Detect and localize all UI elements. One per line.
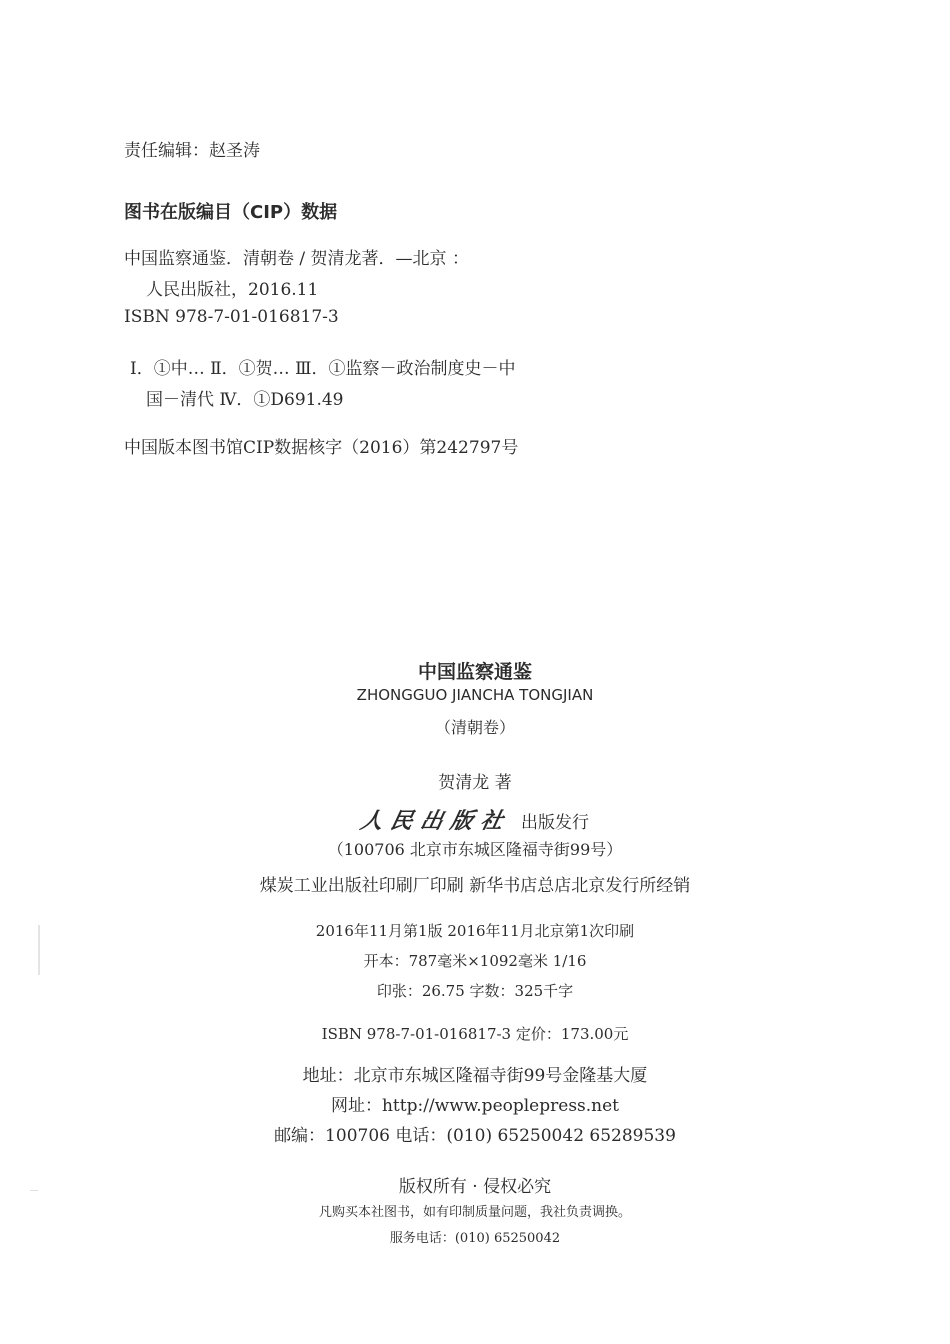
copyright-notice: 版权所有 · 侵权必究: [398, 1177, 552, 1197]
cip-isbn: ISBN 978-7-01-016817-3: [124, 307, 339, 327]
publisher-role: 出版发行: [521, 813, 589, 833]
volume-name: （清朝卷）: [434, 718, 515, 737]
sheets-word-count: 印张：26.75 字数：325千字: [376, 982, 574, 1000]
isbn-price: ISBN 978-7-01-016817-3 定价：173.00元: [321, 1025, 629, 1043]
postal-phone: 邮编：100706 电话：(010) 65250042 65289539: [274, 1126, 676, 1146]
book-title-pinyin: ZHONGGUO JIANCHA TONGJIAN: [356, 686, 594, 704]
cip-classification-2: 国－清代 Ⅳ．①D691.49: [146, 390, 344, 410]
publisher-line: [0, 804, 950, 835]
author-line: 贺清龙 著: [438, 773, 512, 793]
edition-info: 2016年11月第1版 2016年11月北京第1次印刷: [315, 922, 635, 940]
cip-heading: 图书在版编目（CIP）数据: [124, 202, 338, 223]
publisher-street-address: 地址：北京市东城区隆福寺街99号金隆基大厦: [302, 1066, 648, 1086]
publisher-address: （100706 北京市东城区隆福寺街99号）: [327, 840, 623, 859]
cip-title-line: 中国监察通鉴．清朝卷 / 贺清龙著．—北京 ：: [124, 249, 469, 269]
replacement-notice: 凡购买本社图书，如有印制质量问题，我社负责调换。: [318, 1205, 631, 1220]
publisher-website: 网址：http://www.peoplepress.net: [330, 1096, 620, 1116]
book-title: 中国监察通鉴: [417, 661, 532, 683]
scan-speck: [38, 925, 40, 975]
publisher-logo: 人民出版社: [357, 808, 514, 834]
scan-speck: [30, 1190, 38, 1191]
cip-record-number: 中国版本图书馆CIP数据核字（2016）第242797号: [124, 438, 519, 458]
printer-distributor: 煤炭工业出版社印刷厂印刷 新华书店总店北京发行所经销: [259, 876, 691, 896]
cip-publisher-line: 人民出版社，2016.11: [146, 280, 319, 300]
format-info: 开本：787毫米×1092毫米 1/16: [363, 952, 587, 970]
cip-classification-1: Ⅰ．①中… Ⅱ．①贺… Ⅲ．①监察－政治制度史－中: [130, 359, 516, 379]
service-phone: 服务电话：(010) 65250042: [389, 1231, 561, 1246]
responsible-editor: 责任编辑：赵圣涛: [124, 141, 260, 161]
